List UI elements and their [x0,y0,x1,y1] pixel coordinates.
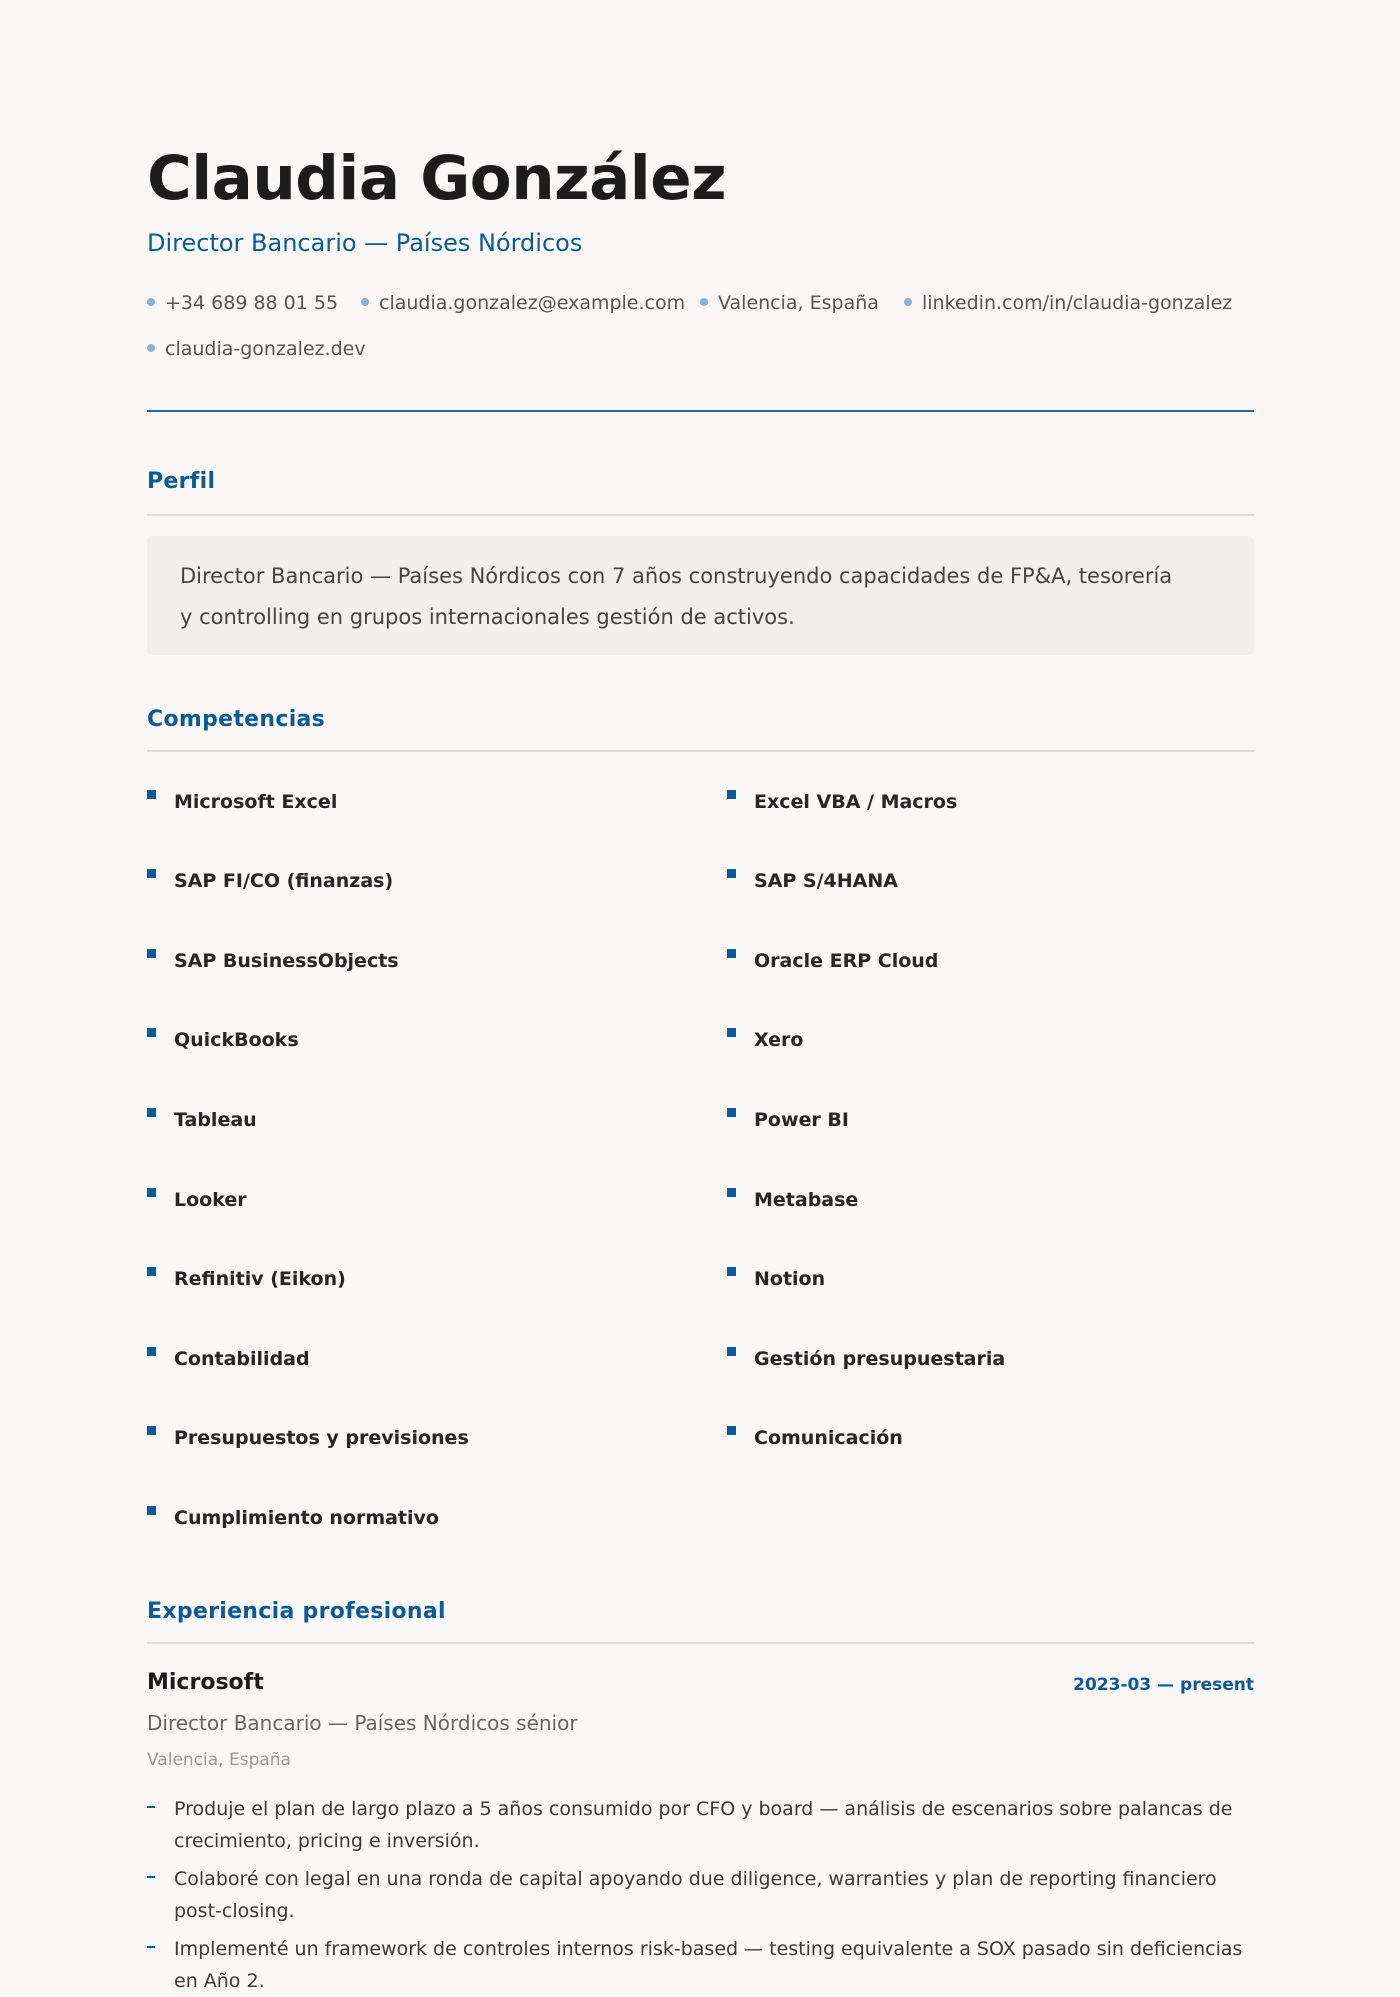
job-bullet: Produje el plan de largo plazo a 5 años consumido por CFO y board — análisis de escenarios sobre palancas de crecimiento, pricing e inversión. [174,1793,1249,1857]
square-bullet-icon [727,1028,736,1037]
square-bullet-icon [147,949,156,958]
skill-item: Oracle ERP Cloud [754,950,938,972]
section-title-experience: Experiencia profesional [147,1599,446,1624]
skill-item: Metabase [754,1189,858,1211]
header-divider [147,410,1254,412]
bullet-dot-icon [904,298,912,306]
skill-item: Excel VBA / Macros [754,791,957,813]
skill-item: Refinitiv (Eikon) [174,1268,346,1290]
dash-bullet-icon [147,1806,155,1808]
skill-item: Microsoft Excel [174,791,337,813]
candidate-title: Director Bancario — Países Nórdicos [147,229,583,257]
job-company: Microsoft [147,1670,264,1695]
contact-website-text: claudia-gonzalez.dev [165,338,366,360]
square-bullet-icon [727,869,736,878]
bullet-dot-icon [361,298,369,306]
skill-item: Cumplimiento normativo [174,1507,439,1529]
skill-item: Comunicación [754,1427,903,1449]
skill-item: QuickBooks [174,1029,299,1051]
job-location: Valencia, España [147,1750,291,1770]
square-bullet-icon [147,1267,156,1276]
section-title-skills: Competencias [147,707,326,732]
square-bullet-icon [147,1426,156,1435]
dash-bullet-icon [147,1946,155,1948]
profile-summary-text: Director Bancario — Países Nórdicos con 7 años construyendo capacidades de FP&A, tesorería y controlling en grupos internacionales gestión de activos. [180,564,1173,629]
contact-website[interactable] [147,338,366,361]
skill-item: Notion [754,1268,825,1290]
skill-item: SAP S/4HANA [754,870,898,892]
square-bullet-icon [727,1267,736,1276]
skill-item: Contabilidad [174,1348,310,1370]
skill-item: Looker [174,1189,247,1211]
skill-item: Power BI [754,1109,849,1131]
job-bullet: Implementé un framework de controles internos risk-based — testing equivalente a SOX pasado sin deficiencias en Año 2. [174,1933,1249,1997]
section-divider [147,750,1254,752]
section-divider [147,1642,1254,1644]
contact-email-text: claudia.gonzalez@example.com [379,292,686,314]
skill-item: SAP BusinessObjects [174,950,399,972]
square-bullet-icon [147,1506,156,1515]
skill-item: Gestión presupuestaria [754,1348,1005,1370]
square-bullet-icon [147,1028,156,1037]
profile-summary-box [147,536,1254,655]
square-bullet-icon [727,790,736,799]
skill-item: Tableau [174,1109,257,1131]
job-bullet: Colaboré con legal en una ronda de capital apoyando due diligence, warranties y plan de reporting financiero post-closing. [174,1863,1249,1927]
contact-linkedin[interactable] [904,292,1232,315]
bullet-dot-icon [700,298,708,306]
candidate-name: Claudia González [147,143,727,214]
square-bullet-icon [147,1188,156,1197]
bullet-dot-icon [147,298,155,306]
contact-location [700,292,879,315]
section-title-profile: Perfil [147,469,216,494]
square-bullet-icon [147,869,156,878]
job-dates: 2023-03 — present [1073,1675,1254,1695]
skill-item: Xero [754,1029,803,1051]
square-bullet-icon [727,1108,736,1117]
square-bullet-icon [147,1347,156,1356]
job-role: Director Bancario — Países Nórdicos sénior [147,1711,578,1735]
square-bullet-icon [727,1188,736,1197]
square-bullet-icon [147,1108,156,1117]
section-divider [147,514,1254,516]
contact-phone-text: +34 689 88 01 55 [165,292,339,314]
contact-email[interactable] [361,292,685,315]
square-bullet-icon [727,1347,736,1356]
square-bullet-icon [147,790,156,799]
contact-phone[interactable] [147,292,338,315]
skill-item: SAP FI/CO (finanzas) [174,870,393,892]
square-bullet-icon [727,949,736,958]
bullet-dot-icon [147,344,155,352]
square-bullet-icon [727,1426,736,1435]
skill-item: Presupuestos y previsiones [174,1427,469,1449]
contact-linkedin-text: linkedin.com/in/claudia-gonzalez [922,292,1233,314]
contact-location-text: Valencia, España [718,292,879,314]
dash-bullet-icon [147,1876,155,1878]
